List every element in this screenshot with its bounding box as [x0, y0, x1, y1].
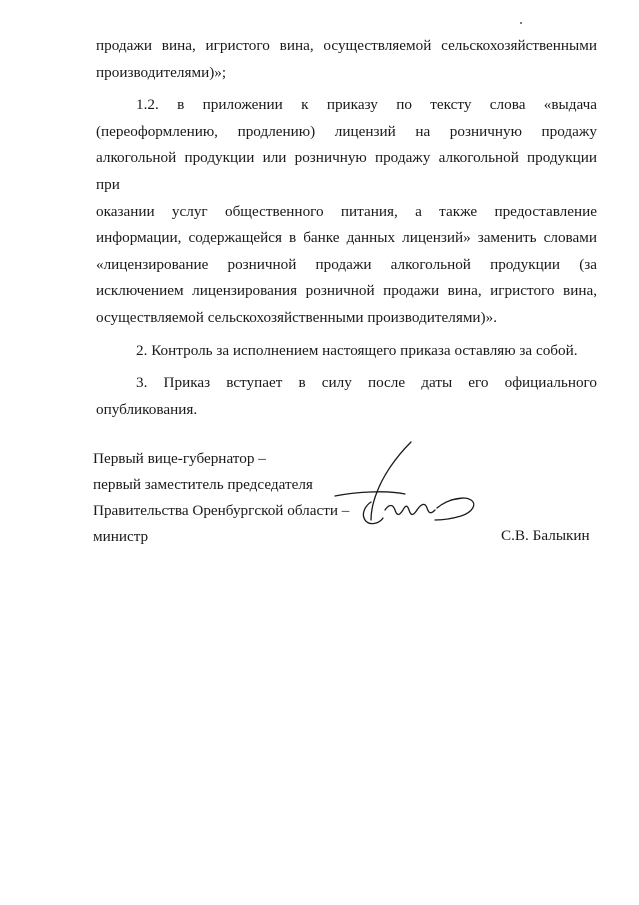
text-line: опубликования.	[96, 400, 198, 418]
text-line: оказании услуг общественного питания, а также предоставление	[96, 202, 597, 220]
text-line: производителями)»;	[96, 63, 227, 81]
text-line: 2. Контроль за исполнением настоящего приказа оставляю за собой.	[136, 341, 578, 359]
order-text	[96, 33, 597, 429]
signatory-title-line: Правительства Оренбургской области –	[93, 502, 350, 519]
text-line: информации, содержащейся в банке данных лицензий» заменить словами	[96, 229, 597, 247]
text-line: (переоформлению, продлению) лицензий на розничную продажу	[96, 122, 597, 140]
text-line: исключением лицензирования розничной продажи вина, игристого вина,	[96, 282, 597, 300]
signatory-title-line: Первый вице-губернатор –	[93, 450, 266, 467]
paragraph-continuation	[96, 33, 597, 86]
text-line: 3. Приказ вступает в силу после даты его официального	[136, 374, 597, 392]
paragraph-2	[96, 338, 597, 365]
handwritten-signature	[325, 440, 485, 540]
text-line: 1.2. в приложении к приказу по тексту слова «выдача	[136, 96, 597, 114]
text-line: алкогольной продукции или розничную продажу алкогольной продукции при	[96, 149, 597, 193]
text-line: продажи вина, игристого вина, осуществляемой сельскохозяйственными	[96, 37, 597, 54]
text-line: «лицензирование розничной продажи алкогольной продукции (за	[96, 255, 597, 273]
signer-name: С.В. Балыкин	[501, 527, 590, 544]
signatory-title-line: министр	[93, 528, 149, 545]
paragraph-3	[96, 370, 597, 423]
paragraph-1-2	[96, 92, 597, 331]
scan-speck	[520, 22, 522, 24]
signatory-title-line: первый заместитель председателя	[93, 476, 313, 493]
text-line: осуществляемой сельскохозяйственными производителями)».	[96, 308, 498, 326]
